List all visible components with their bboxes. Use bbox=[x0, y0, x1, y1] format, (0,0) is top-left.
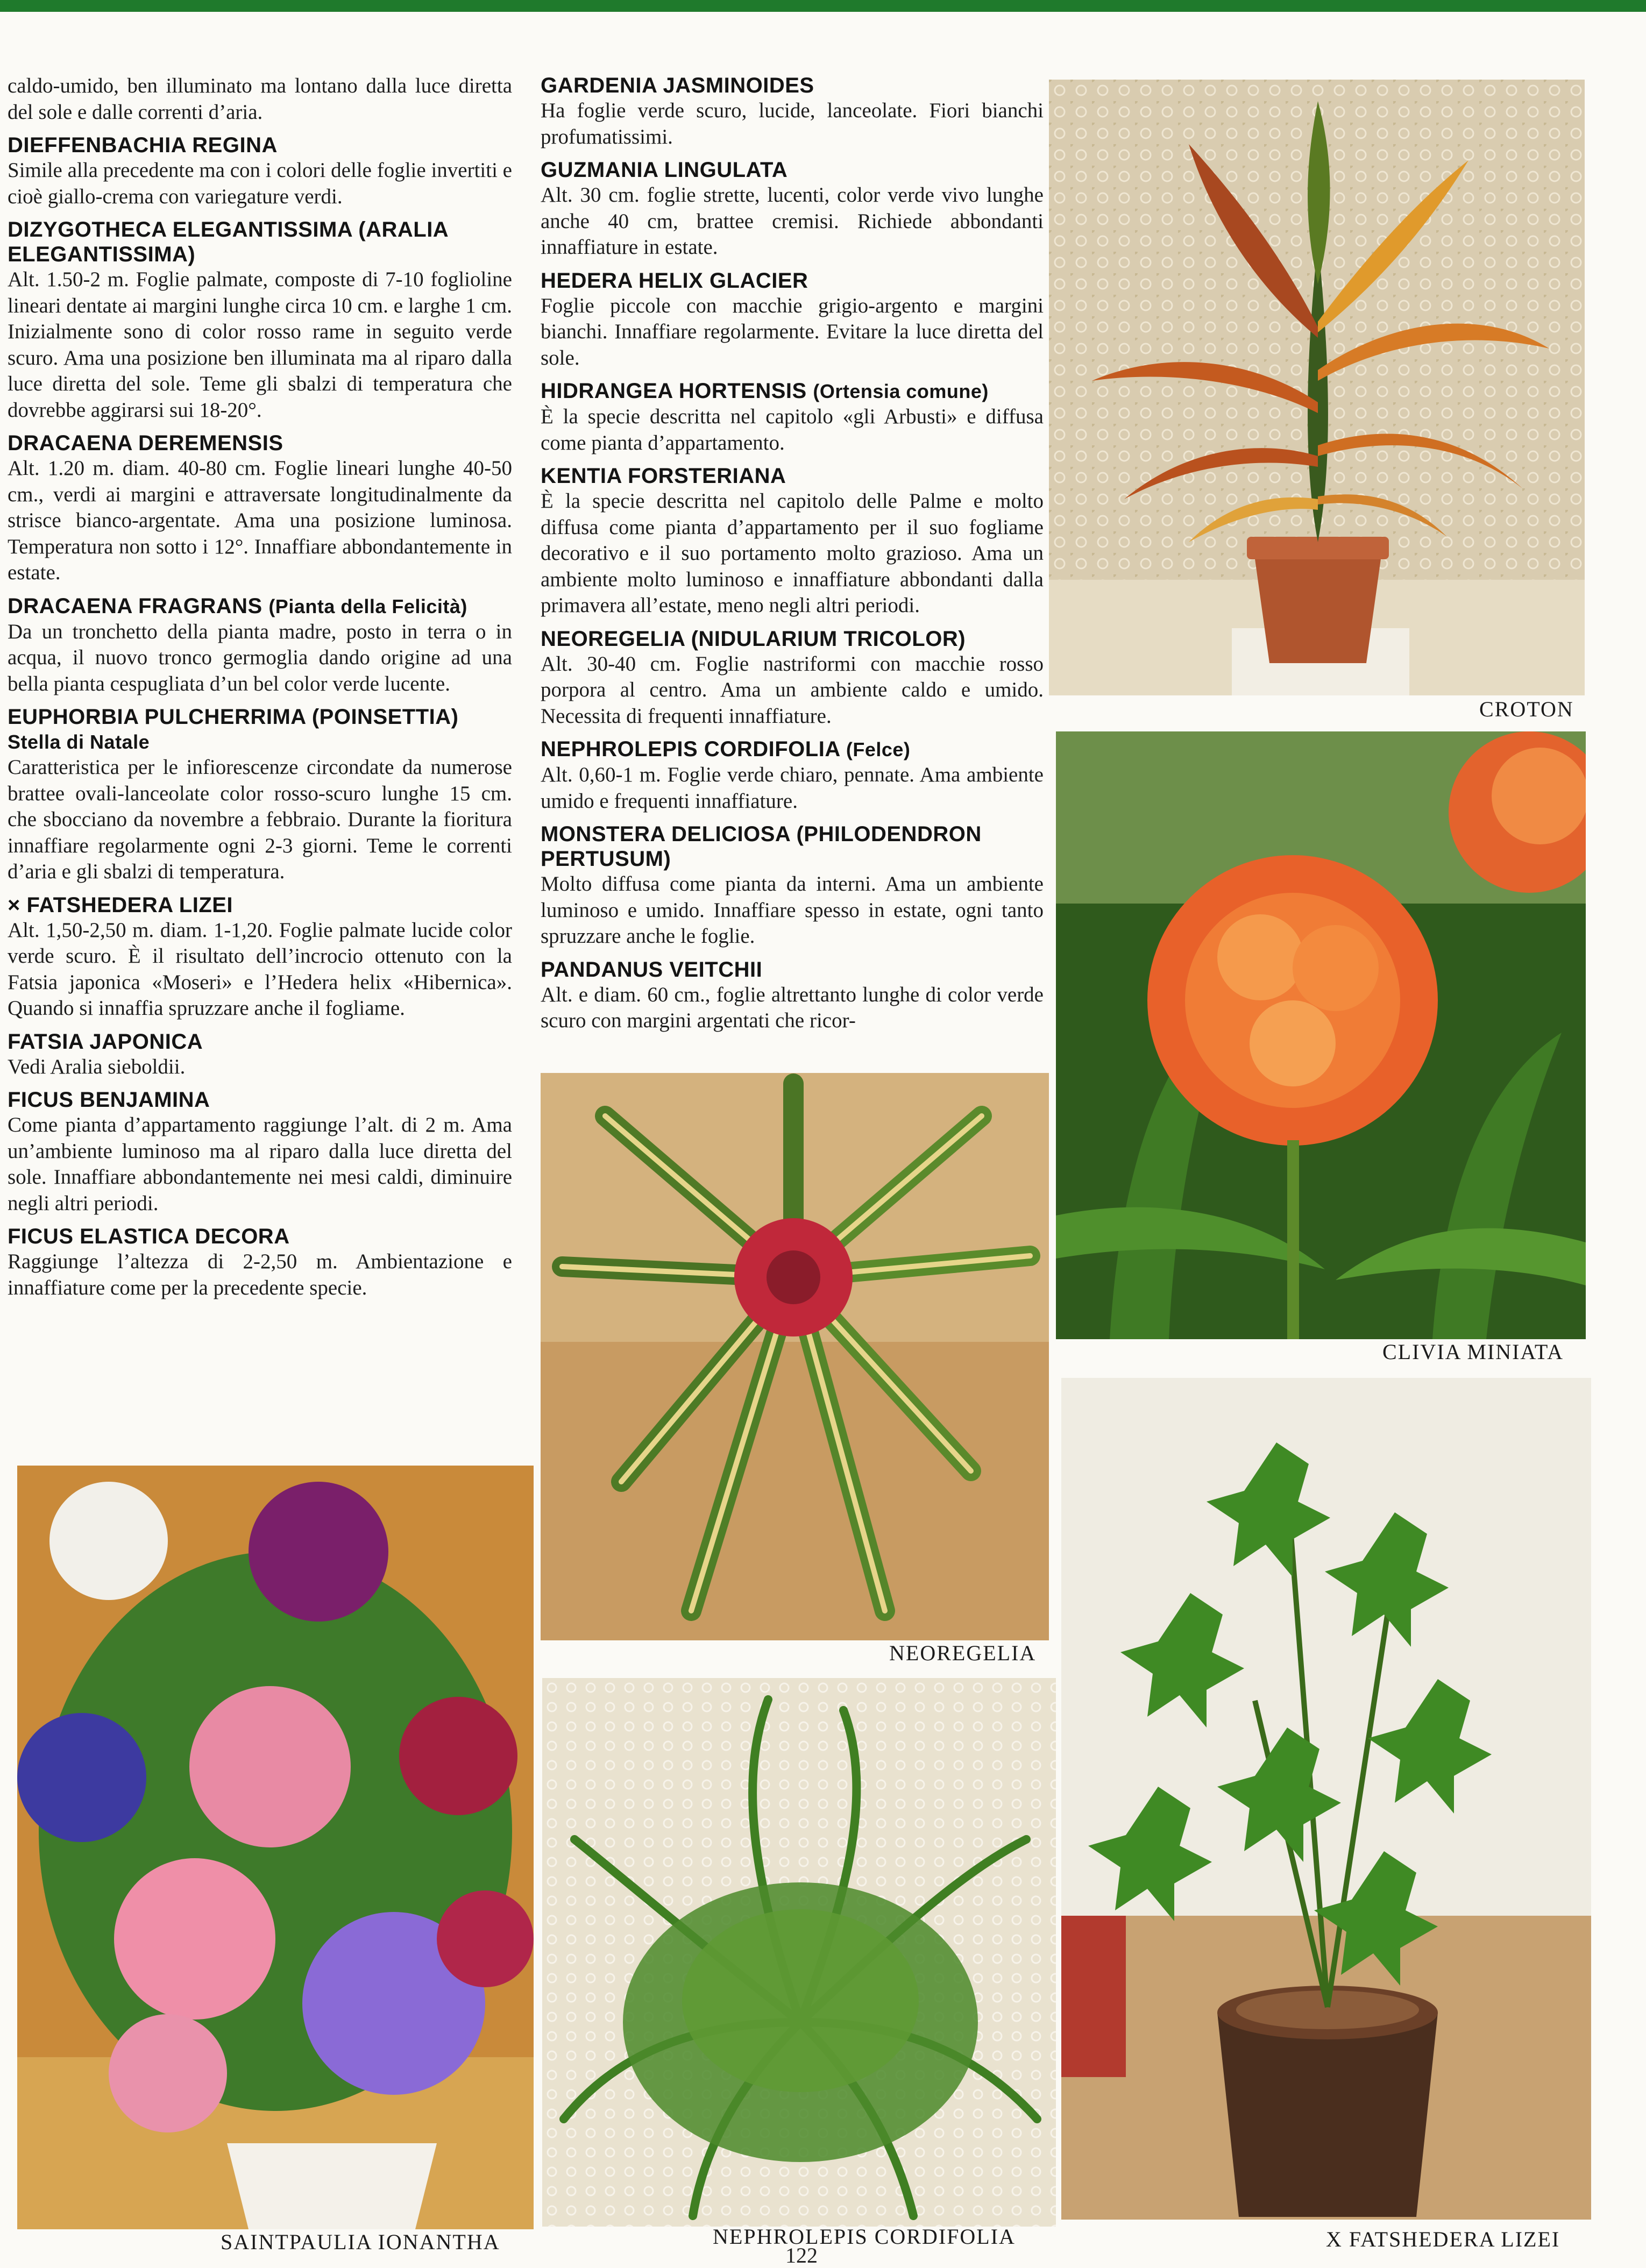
entry-dracaena-deremensis bbox=[8, 431, 512, 586]
entry-common-name: Stella di Natale bbox=[8, 731, 150, 753]
saintpaulia-photo bbox=[17, 1466, 534, 2229]
entry-heading: MONSTERA DELICIOSA (PHILODENDRON PERTUSUM) bbox=[541, 822, 982, 871]
entry-heading: DRACAENA FRAGRANS bbox=[8, 594, 262, 618]
entry-heading: GARDENIA JASMINOIDES bbox=[541, 74, 814, 97]
entry-body: Alt. e diam. 60 cm., foglie altrettanto lunghe di color verde scuro con margini argentati che ricor- bbox=[541, 983, 1044, 1032]
entry-body: Come pianta d’appartamento raggiunge l’alt. di 2 m. Ama un’ambiente luminoso ma al riparo dalla luce diretta del sole. Innaffiare abbondantemente nei mesi caldi, diminuire negli altri periodi. bbox=[8, 1113, 512, 1215]
entry-dracaena-fragrans bbox=[8, 594, 512, 698]
entry-body: Alt. 30 cm. foglie strette, lucenti, color verde vivo lunghe anche 40 cm, brattee cremisi. Richiede abbondanti innaffiature in estate. bbox=[541, 183, 1044, 259]
entry-heading: HEDERA HELIX GLACIER bbox=[541, 268, 808, 293]
entry-common-name: (Pianta della Felicità) bbox=[268, 595, 467, 617]
entry-heading: FICUS BENJAMINA bbox=[8, 1088, 210, 1112]
neoregelia-photo bbox=[541, 1073, 1049, 1640]
entry-body: Alt. 0,60-1 m. Foglie verde chiaro, pennate. Ama ambiente umido e frequenti innaffiature. bbox=[541, 763, 1044, 813]
entry-body: Alt. 30-40 cm. Foglie nastriformi con macchie rosso porpora al centro. Ama un ambiente caldo e umido. Necessita di frequenti innaffiature. bbox=[541, 652, 1044, 728]
saintpaulia-caption: SAINTPAULIA IONANTHA bbox=[221, 2230, 500, 2254]
entry-body: caldo-umido, ben illuminato ma lontano dalla luce diretta del sole e dalle correnti d’aria. bbox=[8, 74, 512, 124]
entry-heading: FATSIA JAPONICA bbox=[8, 1029, 203, 1054]
entry-body: Simile alla precedente ma con i colori delle foglie invertiti e cioè giallo-crema con variegature verdi. bbox=[8, 159, 512, 208]
entry-fatsia bbox=[8, 1029, 512, 1080]
left-text-column bbox=[8, 73, 512, 1309]
entry-body: Foglie piccole con macchie grigio-argento e margini bianchi. Innaffiare regolarmente. Evitare la luce diretta del sole. bbox=[541, 294, 1044, 369]
entry-heading-wrap bbox=[8, 594, 512, 619]
entry-heading: NEPHROLEPIS CORDIFOLIA bbox=[541, 737, 840, 761]
entry-body: Raggiunge l’altezza di 2-2,50 m. Ambientazione e innaffiature come per la precedente specie. bbox=[8, 1250, 512, 1299]
fatshedera-caption: X FATSHEDERA LIZEI bbox=[1326, 2227, 1560, 2251]
entry-monstera bbox=[541, 822, 1044, 950]
entry-body: Ha foglie verde scuro, lucide, lanceolate. Fiori bianchi profumatissimi. bbox=[541, 99, 1044, 148]
entry-body: È la specie descritta nel capitolo delle Palme e molto diffusa come pianta d’appartamento per il suo fogliame decorativo e il suo portamento molto grazioso. Ama un ambiente molto luminoso e innaffiature abbondanti dalla primavera all’estate, meno negli altri periodi. bbox=[541, 489, 1044, 617]
entry-ficus-benjamina bbox=[8, 1087, 512, 1217]
entry-body: Molto diffusa come pianta da interni. Ama un ambiente luminoso e umido. Innaffiare spesso in estate, ogni tanto spruzzare anche le foglie. bbox=[541, 872, 1044, 948]
entry-heading: HIDRANGEA HORTENSIS bbox=[541, 379, 807, 403]
neoregelia-caption: NEOREGELIA bbox=[889, 1641, 1037, 1665]
entry-guzmania bbox=[541, 158, 1044, 261]
entry-body: Alt. 1.50-2 m. Foglie palmate, composte di 7-10 foglioline lineari dentate ai margini lunghe circa 10 cm. e larghe 1 cm. Inizialmente sono di color rosso rame in seguito verde scuro. Ama una posizione ben illuminata ma al riparo dalla luce diretta del sole. Teme gli sbalzi di temperatura che dovrebbe aggirarsi sui 18-20°. bbox=[8, 268, 512, 422]
croton-photo bbox=[1049, 80, 1585, 695]
entry-ficus-elastica bbox=[8, 1224, 512, 1301]
entry-kentia bbox=[541, 464, 1044, 619]
entry-heading: DRACAENA DEREMENSIS bbox=[8, 431, 283, 455]
entry-nephrolepis bbox=[541, 737, 1044, 814]
entry-body: Alt. 1,50-2,50 m. diam. 1-1,20. Foglie palmate lucide color verde scuro. È il risultato dell’incrocio ottenuto con la Fatsia japonica «Moseri» e l’Hedera helix «Hibernica». Quando si innaffia spruzzare anche il fogliame. bbox=[8, 918, 512, 1020]
entry-heading: DIZYGOTHECA ELEGANTISSIMA (ARALIA ELEGANTISSIMA) bbox=[8, 218, 448, 266]
entry-dizygotheca bbox=[8, 217, 512, 423]
entry-heading: × FATSHEDERA LIZEI bbox=[8, 893, 233, 917]
entry-body: È la specie descritta nel capitolo «gli Arbusti» e diffusa come pianta d’appartamento. bbox=[541, 405, 1044, 454]
clivia-caption: CLIVIA MINIATA bbox=[1382, 1340, 1564, 1364]
entry-body: Caratteristica per le infiorescenze circondate da numerose brattee ovali-lanceolate color rosso-scuro lunghe 15 cm. che sbocciano da novembre a febbraio. Durante la fioritura innaffiare regolarmente ogni 2-3 giorni. Teme le correnti d’aria e gli sbalzi di temperatura. bbox=[8, 756, 512, 883]
entry-hedera bbox=[541, 268, 1044, 372]
entry-heading: FICUS ELASTICA DECORA bbox=[8, 1225, 290, 1248]
top-color-bar bbox=[0, 0, 1646, 12]
entry-body: Alt. 1.20 m. diam. 40-80 cm. Foglie lineari lunghe 40-50 cm., verdi ai margini e attraversate longitudinalmente da strisce bianco-argentate. Ama una posizione luminosa. Temperatura non sotto i 12°. Innaffiare abbondantemente in estate. bbox=[8, 457, 512, 584]
entry-heading: GUZMANIA LINGULATA bbox=[541, 158, 788, 182]
entry-heading: EUPHORBIA PULCHERRIMA (POINSETTIA) bbox=[8, 705, 459, 729]
entry-common-name: (Ortensia comune) bbox=[813, 380, 989, 402]
middle-text-column bbox=[541, 73, 1044, 1042]
entry-heading: NEOREGELIA (NIDULARIUM TRICOLOR) bbox=[541, 627, 966, 651]
entry-gardenia bbox=[541, 73, 1044, 150]
entry-dieffenbachia bbox=[8, 133, 512, 210]
entry-heading: PANDANUS VEITCHII bbox=[541, 957, 763, 982]
entry-heading-wrap bbox=[541, 737, 1044, 762]
entry-heading-wrap bbox=[8, 705, 512, 755]
croton-caption: CROTON bbox=[1479, 697, 1574, 721]
entry-heading-wrap bbox=[541, 379, 1044, 404]
entry-heading: KENTIA FORSTERIANA bbox=[541, 464, 786, 488]
nephrolepis-caption: NEPHROLEPIS CORDIFOLIA bbox=[713, 2224, 1016, 2249]
entry-body: Vedi Aralia sieboldii. bbox=[8, 1055, 186, 1078]
fatshedera-photo bbox=[1061, 1378, 1591, 2220]
entry-euphorbia bbox=[8, 705, 512, 885]
entry-body: Da un tronchetto della pianta madre, posto in terra o in acqua, il nuovo tronco germoglia dando origine ad una bella pianta cespugliata d’un bel color verde lucente. bbox=[8, 620, 512, 695]
clivia-photo bbox=[1056, 731, 1586, 1339]
entry-neoregelia bbox=[541, 627, 1044, 730]
entry-fatshedera bbox=[8, 893, 512, 1022]
nephrolepis-photo bbox=[542, 1678, 1056, 2227]
entry-common-name: (Felce) bbox=[846, 738, 911, 760]
entry-hidrangea bbox=[541, 379, 1044, 456]
page-number: 122 bbox=[785, 2243, 818, 2267]
entry-continuation bbox=[8, 73, 512, 125]
entry-pandanus bbox=[541, 957, 1044, 1034]
entry-heading: DIEFFENBACHIA REGINA bbox=[8, 133, 278, 157]
